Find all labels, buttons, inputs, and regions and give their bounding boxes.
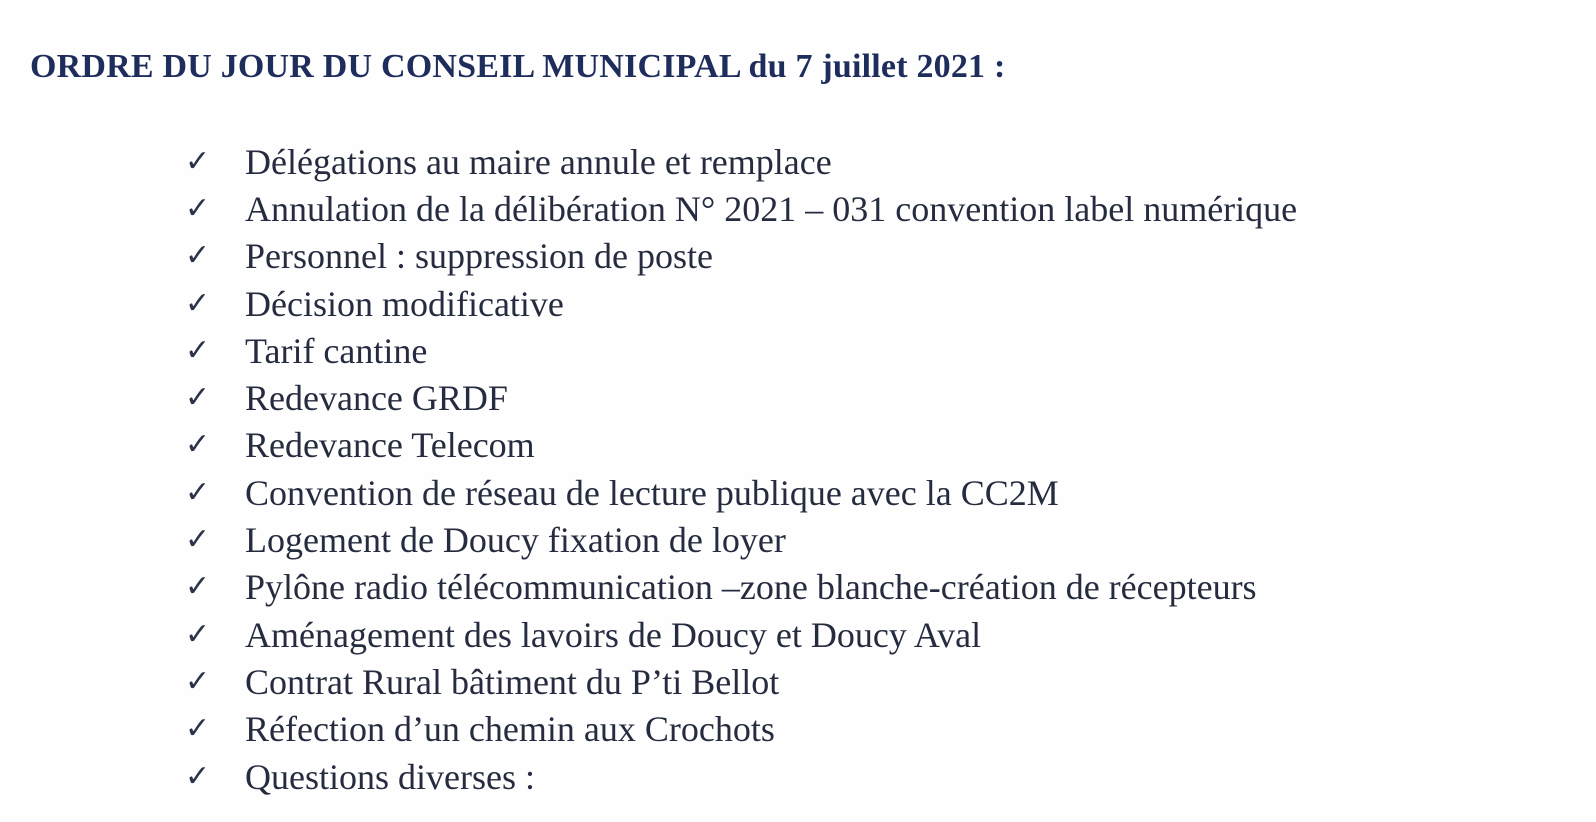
agenda-item — [185, 327, 1297, 374]
agenda-item-text: Questions diverses : — [245, 756, 535, 797]
agenda-item-text: Délégations au maire annule et remplace — [245, 141, 832, 182]
checkmark-icon: ✓ — [185, 664, 211, 698]
agenda-item-text: Décision modificative — [245, 283, 564, 324]
agenda-item-text: Réfection d’un chemin aux Crochots — [245, 709, 775, 750]
checkmark-icon: ✓ — [185, 191, 211, 225]
agenda-item — [185, 233, 1297, 280]
agenda-item — [185, 185, 1297, 232]
agenda-item — [185, 422, 1297, 469]
agenda-item — [185, 374, 1297, 421]
agenda-item-text: Tarif cantine — [245, 330, 428, 371]
agenda-item — [185, 469, 1297, 516]
checkmark-icon: ✓ — [185, 381, 211, 415]
agenda-item — [185, 611, 1297, 658]
agenda-item-text: Convention de réseau de lecture publique avec la CC2M — [245, 472, 1059, 513]
agenda-item-text: Logement de Doucy fixation de loyer — [245, 520, 786, 561]
agenda-item — [185, 706, 1297, 753]
agenda-item-text: Redevance GRDF — [245, 378, 508, 419]
agenda-item-text: Annulation de la délibération N° 2021 – 031 convention label numérique — [245, 188, 1298, 229]
checkmark-icon: ✓ — [185, 712, 211, 746]
agenda-item — [185, 280, 1297, 327]
checkmark-icon: ✓ — [185, 523, 211, 557]
checkmark-icon: ✓ — [185, 144, 211, 178]
agenda-item — [185, 516, 1297, 563]
agenda-item — [185, 138, 1297, 185]
agenda-item-text: Personnel : suppression de poste — [245, 236, 713, 277]
agenda-list — [185, 138, 1297, 800]
agenda-item-text: Redevance Telecom — [245, 425, 535, 466]
agenda-item-text: Contrat Rural bâtiment du P’ti Bellot — [245, 661, 780, 702]
agenda-item — [185, 753, 1297, 800]
checkmark-icon: ✓ — [185, 428, 211, 462]
checkmark-icon: ✓ — [185, 239, 211, 273]
page-title: ORDRE DU JOUR DU CONSEIL MUNICIPAL du 7 juillet 2021 : — [30, 48, 1006, 85]
checkmark-icon: ✓ — [185, 333, 211, 367]
checkmark-icon: ✓ — [185, 286, 211, 320]
agenda-item-text: Aménagement des lavoirs de Doucy et Doucy Aval — [245, 614, 982, 655]
checkmark-icon: ✓ — [185, 475, 211, 509]
agenda-item — [185, 564, 1297, 611]
agenda-item — [185, 658, 1297, 705]
checkmark-icon: ✓ — [185, 570, 211, 604]
checkmark-icon: ✓ — [185, 759, 211, 793]
checkmark-icon: ✓ — [185, 617, 211, 651]
agenda-item-text: Pylône radio télécommunication –zone blanche-création de récepteurs — [245, 567, 1257, 608]
